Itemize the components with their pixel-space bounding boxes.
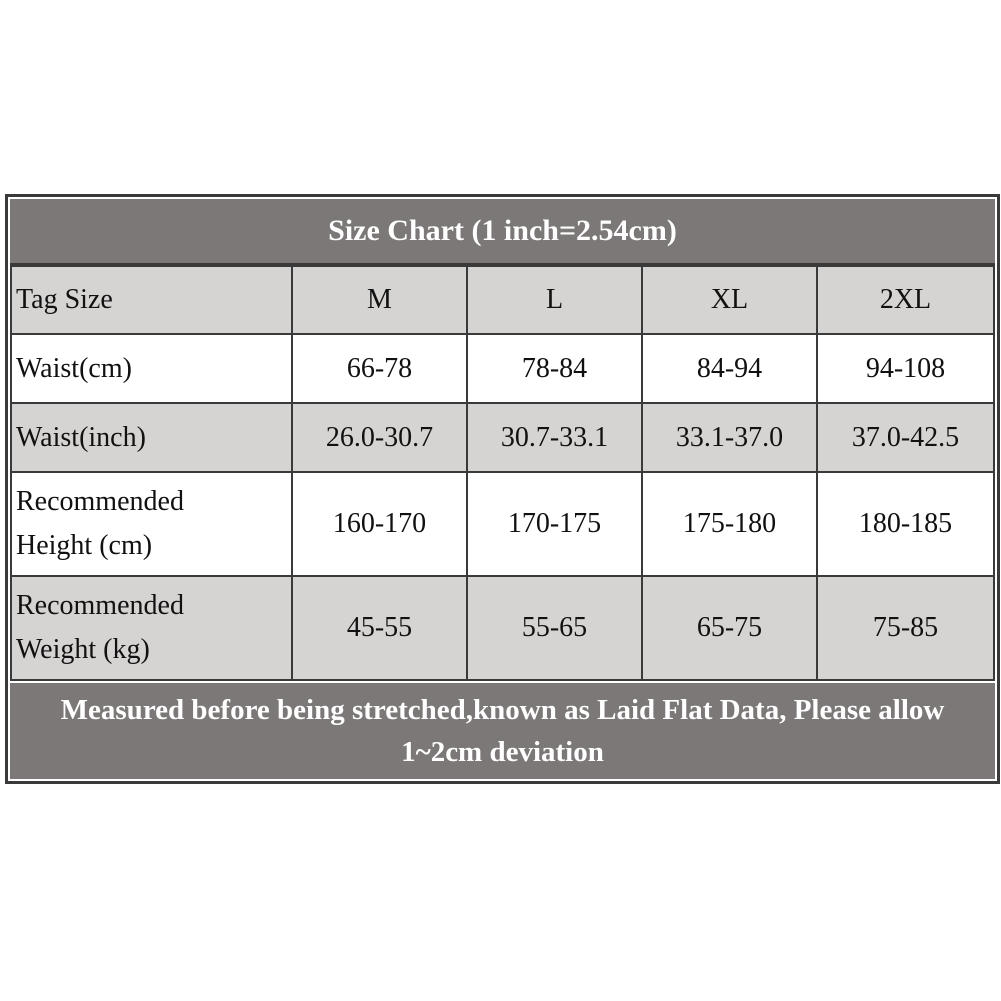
table-row-height xyxy=(11,472,994,576)
row-label-line2: Weight (kg) xyxy=(16,634,150,665)
table-cell: 45-55 xyxy=(292,576,467,680)
table-row-weight xyxy=(11,576,994,680)
footnote: Measured before being stretched,known as Laid Flat Data, Please allow 1~2cm deviation xyxy=(10,683,995,779)
header-size-2xl: 2XL xyxy=(817,266,994,334)
header-size-m: M xyxy=(292,266,467,334)
table-cell: 75-85 xyxy=(817,576,994,680)
row-label xyxy=(11,472,292,576)
table-cell: 78-84 xyxy=(467,334,642,403)
table-cell: 160-170 xyxy=(292,472,467,576)
row-label-line2: Height (cm) xyxy=(16,530,153,561)
table-cell: 170-175 xyxy=(467,472,642,576)
table-row-waist-inch xyxy=(11,403,994,472)
table-cell: 33.1-37.0 xyxy=(642,403,817,472)
table-cell: 180-185 xyxy=(817,472,994,576)
row-label: Waist(cm) xyxy=(11,334,292,403)
row-label-line1: Recommended xyxy=(16,486,184,517)
header-size-xl: XL xyxy=(642,266,817,334)
size-table xyxy=(10,265,995,681)
table-cell: 175-180 xyxy=(642,472,817,576)
table-cell: 30.7-33.1 xyxy=(467,403,642,472)
header-label: Tag Size xyxy=(11,266,292,334)
size-chart xyxy=(5,194,1000,784)
row-label xyxy=(11,576,292,680)
row-label: Waist(inch) xyxy=(11,403,292,472)
table-cell: 26.0-30.7 xyxy=(292,403,467,472)
chart-title: Size Chart (1 inch=2.54cm) xyxy=(10,199,995,265)
row-label-line1: Recommended xyxy=(16,590,184,621)
table-cell: 37.0-42.5 xyxy=(817,403,994,472)
size-chart-inner xyxy=(10,199,995,779)
table-row-waist-cm xyxy=(11,334,994,403)
table-cell: 65-75 xyxy=(642,576,817,680)
header-size-l: L xyxy=(467,266,642,334)
table-cell: 55-65 xyxy=(467,576,642,680)
table-cell: 94-108 xyxy=(817,334,994,403)
table-cell: 84-94 xyxy=(642,334,817,403)
table-cell: 66-78 xyxy=(292,334,467,403)
header-row xyxy=(11,266,994,334)
